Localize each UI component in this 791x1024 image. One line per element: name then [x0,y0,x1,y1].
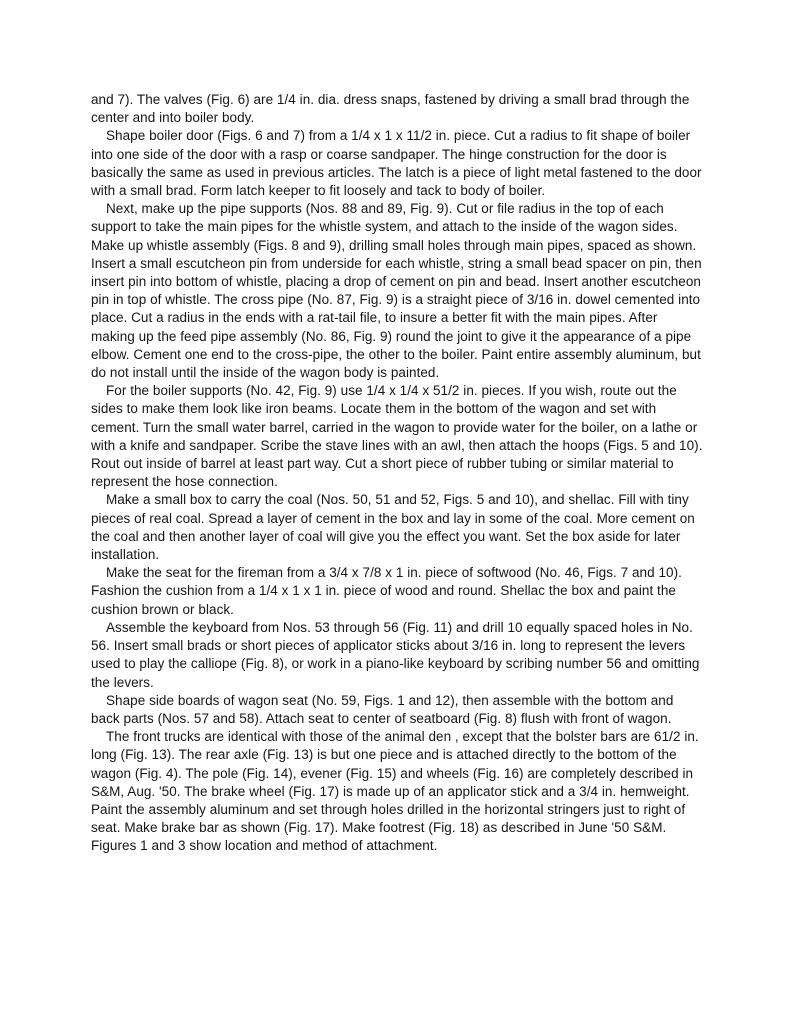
paragraph: The front trucks are identical with those of the animal den , except that the bolster bars are 61/2 in. long (Fig. 13). The rear axle (Fig. 13) is but one piece and is attached directly to the bottom of the wagon (Fig. 4). The pole (Fig. 14), evener (Fig. 15) and wheels (Fig. 16) are completely described in S&M, Aug. '50. The brake wheel (Fig. 17) is made up of an applicator stick and a 3/4 in. hemweight. Paint the assembly aluminum and set through holes drilled in the horizontal stringers just to right of seat. Make brake bar as shown (Fig. 17). Make footrest (Fig. 18) as described in June '50 S&M. Figures 1 and 3 show location and method of attachment. [91,729,699,854]
paragraph: Shape boiler door (Figs. 6 and 7) from a 1/4 x 1 x 11/2 in. piece. Cut a radius to fit shape of boiler into one side of the door with a rasp or coarse sandpaper. The hinge construction for the door is basically the same as used in previous articles. The latch is a piece of light metal fastened to the door with a small brad. Form latch keeper to fit loosely and tack to body of boiler. [91,128,702,199]
paragraph: Next, make up the pipe supports (Nos. 88 and 89, Fig. 9). Cut or file radius in the top of each support to take the main pipes for the whistle system, and attach to the inside of the wagon sides. Make up whistle assembly (Figs. 8 and 9), drilling small holes through main pipes, spaced as shown. Insert a small escutcheon pin from underside for each whistle, string a small bead spacer on pin, then insert pin into bottom of whistle, placing a drop of cement on pin and bead. Insert another escutcheon pin in top of whistle. The cross pipe (No. 87, Fig. 9) is a straight piece of 3/16 in. dowel cemented into place. Cut a radius in the ends with a rat-tail file, to insure a better fit with the main pipes. After making up the feed pipe assembly (No. 86, Fig. 9) round the joint to give it the appearance of a pipe elbow. Cement one end to the cross-pipe, the other to the boiler. Paint entire assembly aluminum, but do not install until the inside of the wagon body is painted. [91,201,702,381]
paragraph: Assemble the keyboard from Nos. 53 through 56 (Fig. 11) and drill 10 equally spaced holes in No. 56. Insert small brads or short pieces of applicator sticks about 3/16 in. long to represent the levers used to play the calliope (Fig. 8), or work in a piano-like keyboard by scribing number 56 and omitting the levers. [91,619,700,690]
paragraph: Make a small box to carry the coal (Nos. 50, 51 and 52, Figs. 5 and 10), and shellac. Fill with tiny pieces of real coal. Spread a layer of cement in the box and lay in some of the coal. More cement on the coal and then another layer of coal will give you the effect you want. Set the box aside for later installation. [91,492,695,563]
paragraph: Shape side boards of wagon seat (No. 59, Figs. 1 and 12), then assemble with the bottom and back parts (Nos. 57 and 58). Attach seat to center of seatboard (Fig. 8) flush with front of wagon. [91,692,674,726]
paragraph-continuation: and 7). The valves (Fig. 6) are 1/4 in. dia. dress snaps, fastened by driving a small brad through the center and into boiler body. [91,92,690,126]
paragraph: For the boiler supports (No. 42, Fig. 9) use 1/4 x 1/4 x 51/2 in. pieces. If you wish, route out the sides to make them look like iron beams. Locate them in the bottom of the wagon and set with cement. Turn the small water barrel, carried in the wagon to provide water for the boiler, on a lathe or with a knife and sandpaper. Scribe the stave lines with an awl, then attach the hoops (Figs. 5 and 10). Rout out inside of barrel at least part way. Cut a short piece of rubber tubing or similar material to represent the hose connection. [91,383,703,490]
article-text-block [91,91,704,856]
paragraph: Make the seat for the fireman from a 3/4 x 7/8 x 1 in. piece of softwood (No. 46, Figs. 7 and 10). Fashion the cushion from a 1/4 x 1 x 1 in. piece of wood and round. Shellac the box and paint the cushion brown or black. [91,565,682,617]
